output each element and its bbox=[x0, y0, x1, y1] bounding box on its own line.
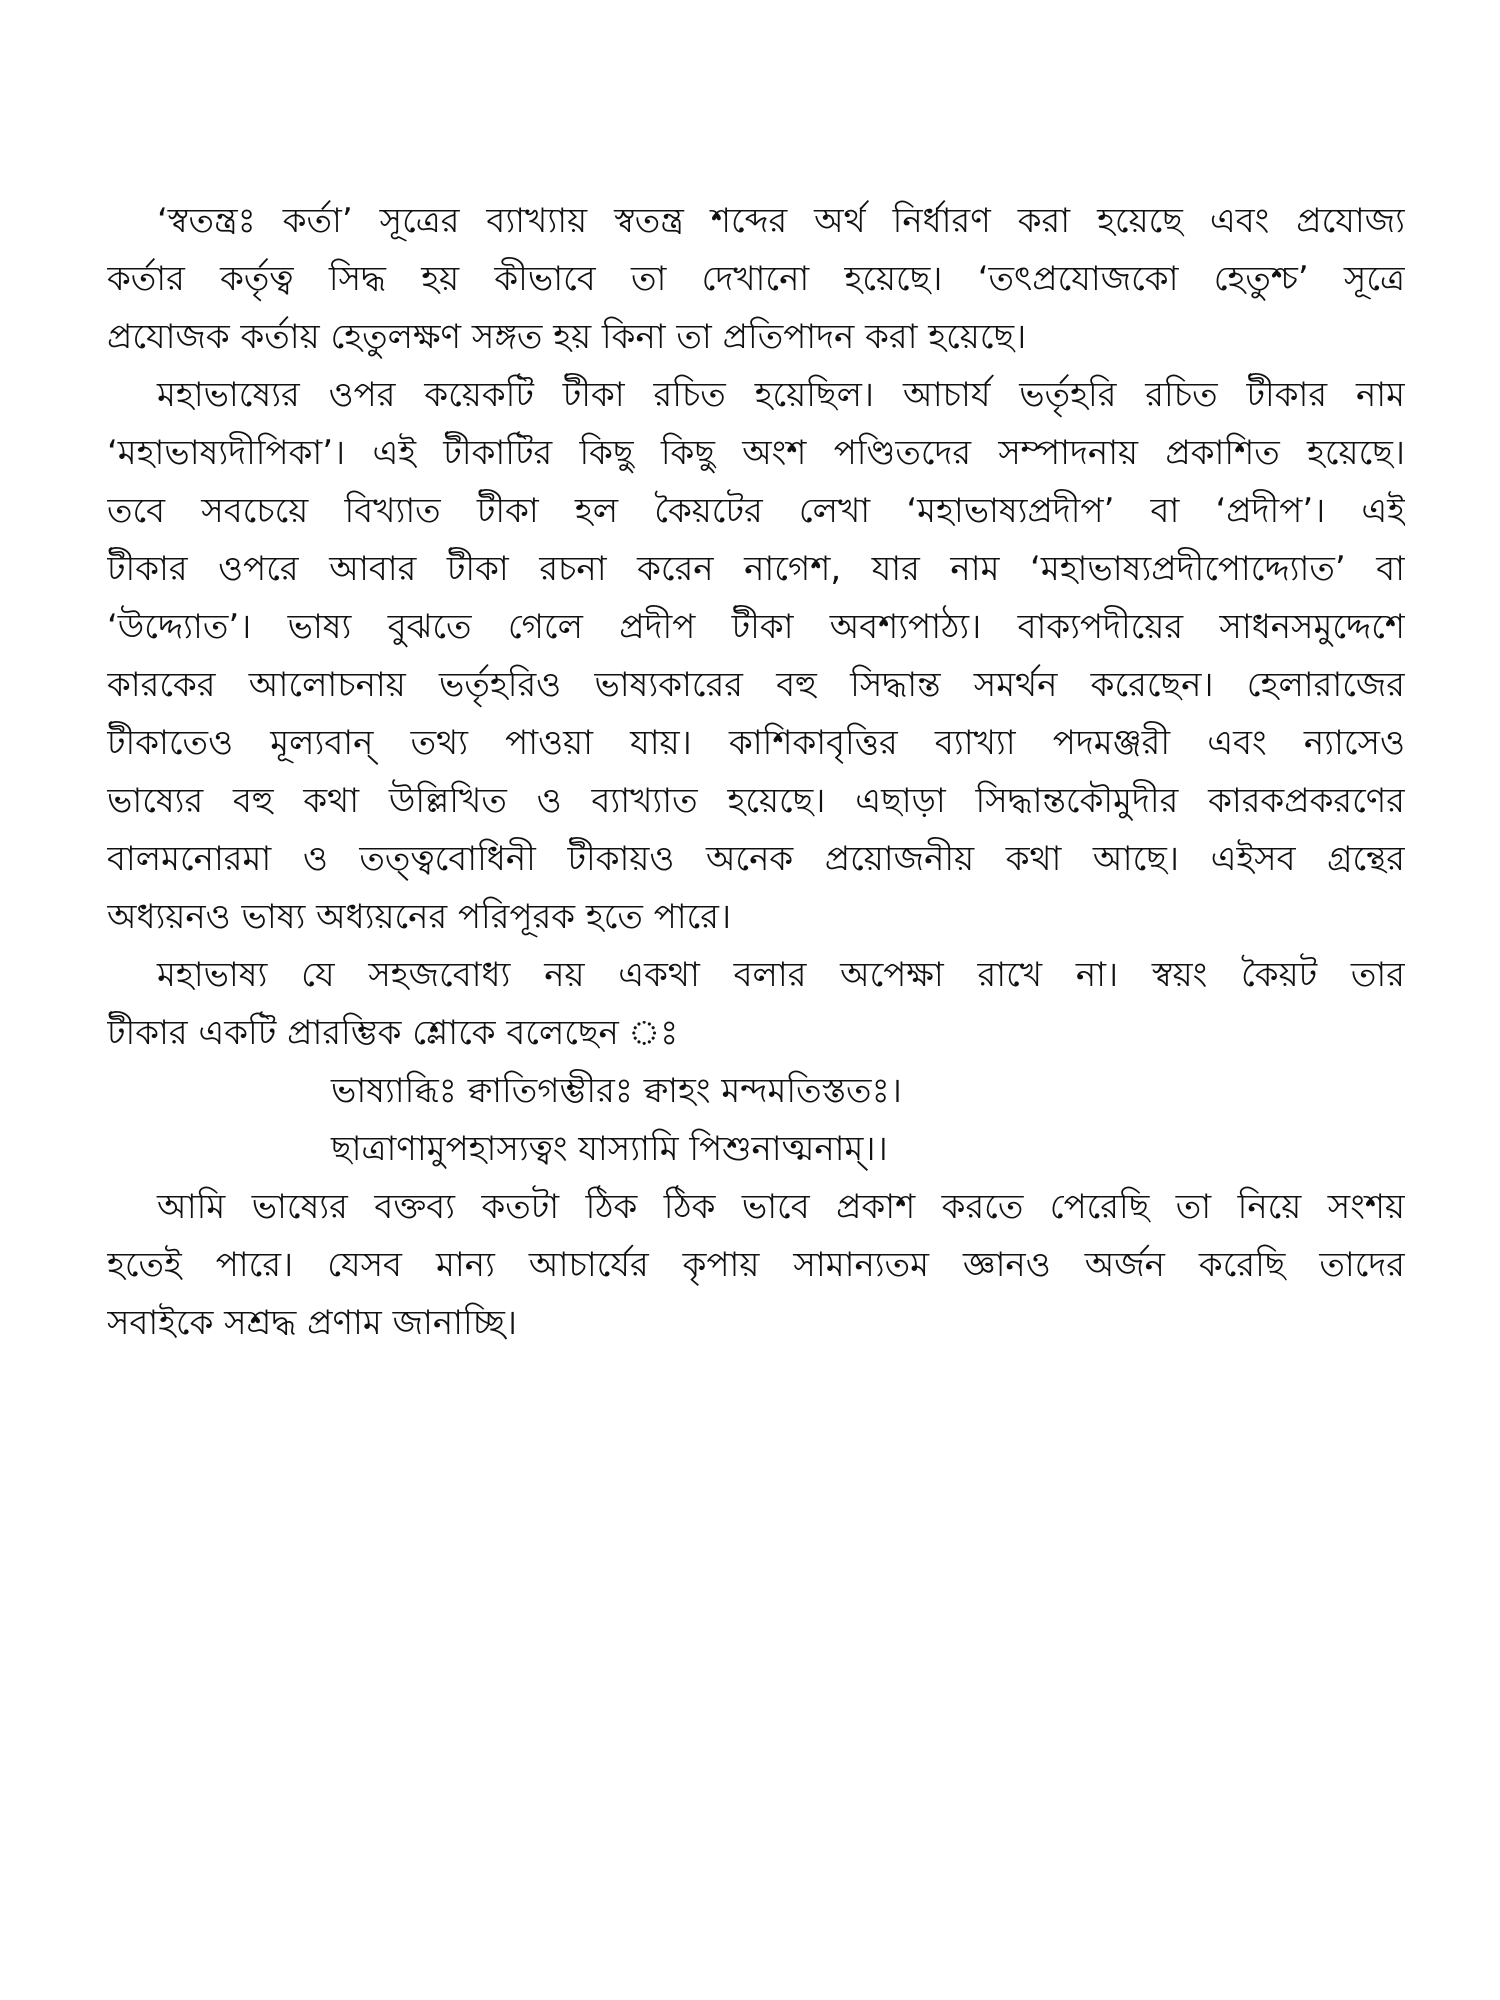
text-line: ‘মহাভাষ্যদীপিকা’। এই টীকাটির কিছু কিছু অংশ পণ্ডিতদের সম্পাদনায় প্রকাশিত হয়েছে। bbox=[107, 433, 1405, 473]
text-line: টীকাতেও মূল্যবান্ তথ্য পাওয়া যায়। কাশিকাবৃত্তির ব্যাখ্যা পদমঞ্জরী এবং ন্যাসেও bbox=[107, 723, 1405, 763]
text-line: টীকার ওপরে আবার টীকা রচনা করেন নাগেশ, যার নাম ‘মহাভাষ্যপ্রদীপোদ্দ্যোত’ বা bbox=[107, 549, 1405, 589]
verse-line: ছাত্রাণামুপহাস্যত্বং যাস্যামি পিশুনাত্মনাম্।। bbox=[331, 1129, 888, 1169]
text-line: মহাভাষ্য যে সহজবোধ্য নয় একথা বলার অপেক্ষা রাখে না। স্বয়ং কৈয়ট তার bbox=[157, 955, 1405, 995]
paragraph-commentaries bbox=[107, 366, 1405, 946]
text-line: মহাভাষ্যের ওপর কয়েকটি টীকা রচিত হয়েছিল। আচার্য ভর্তৃহরি রচিত টীকার নাম bbox=[157, 375, 1405, 415]
text-line: অধ্যয়নও ভাষ্য অধ্যয়নের পরিপূরক হতে পারে। bbox=[107, 897, 732, 937]
paragraph-closing bbox=[107, 1178, 1405, 1352]
text-line: সবাইকে সশ্রদ্ধ প্রণাম জানাচ্ছি। bbox=[107, 1303, 518, 1343]
text-line: কর্তার কর্তৃত্ব সিদ্ধ হয় কীভাবে তা দেখানো হয়েছে। ‘তৎপ্রযোজকো হেতুশ্চ’ সূত্রে bbox=[107, 259, 1405, 299]
text-line: ভাষ্যের বহু কথা উল্লিখিত ও ব্যাখ্যাত হয়েছে। এছাড়া সিদ্ধান্তকৌমুদীর কারকপ্রকরণের bbox=[107, 781, 1405, 821]
paragraph-difficulty bbox=[107, 946, 1405, 1062]
body-text bbox=[107, 192, 1405, 1352]
text-line: প্রযোজক কর্তায় হেতুলক্ষণ সঙ্গত হয় কিনা তা প্রতিপাদন করা হয়েছে। bbox=[107, 317, 1027, 357]
text-line: বালমনোরমা ও তত্ত্ববোধিনী টীকায়ও অনেক প্রয়োজনীয় কথা আছে। এইসব গ্রন্থের bbox=[107, 839, 1405, 879]
text-line: টীকার একটি প্রারম্ভিক শ্লোকে বলেছেন ঃ bbox=[107, 1013, 679, 1053]
text-line: আমি ভাষ্যের বক্তব্য কতটা ঠিক ঠিক ভাবে প্রকাশ করতে পেরেছি তা নিয়ে সংশয় bbox=[157, 1187, 1405, 1227]
verse-line: ভাষ্যাব্ধিঃ ক্বাতিগম্ভীরঃ ক্বাহং মন্দমতিস্ততঃ। bbox=[331, 1071, 902, 1111]
text-line: ‘স্বতন্ত্রঃ কর্তা’ সূত্রের ব্যাখ্যায় স্বতন্ত্র শব্দের অর্থ নির্ধারণ করা হয়েছে এবং প্রযোজ্য bbox=[157, 201, 1405, 241]
text-line: কারকের আলোচনায় ভর্তৃহরিও ভাষ্যকারের বহু সিদ্ধান্ত সমর্থন করেছেন। হেলারাজের bbox=[107, 665, 1405, 705]
sanskrit-verse bbox=[107, 1062, 1405, 1178]
text-line: তবে সবচেয়ে বিখ্যাত টীকা হল কৈয়টের লেখা ‘মহাভাষ্যপ্রদীপ’ বা ‘প্রদীপ’। এই bbox=[107, 491, 1405, 531]
text-line: ‘উদ্দ্যোত’। ভাষ্য বুঝতে গেলে প্রদীপ টীকা অবশ্যপাঠ্য। বাক্যপদীয়ের সাধনসমুদ্দেশে bbox=[107, 607, 1405, 647]
paragraph-sutra-explanation bbox=[107, 192, 1405, 366]
text-line: হতেই পারে। যেসব মান্য আচার্যের কৃপায় সামান্যতম জ্ঞানও অর্জন করেছি তাদের bbox=[107, 1245, 1405, 1285]
